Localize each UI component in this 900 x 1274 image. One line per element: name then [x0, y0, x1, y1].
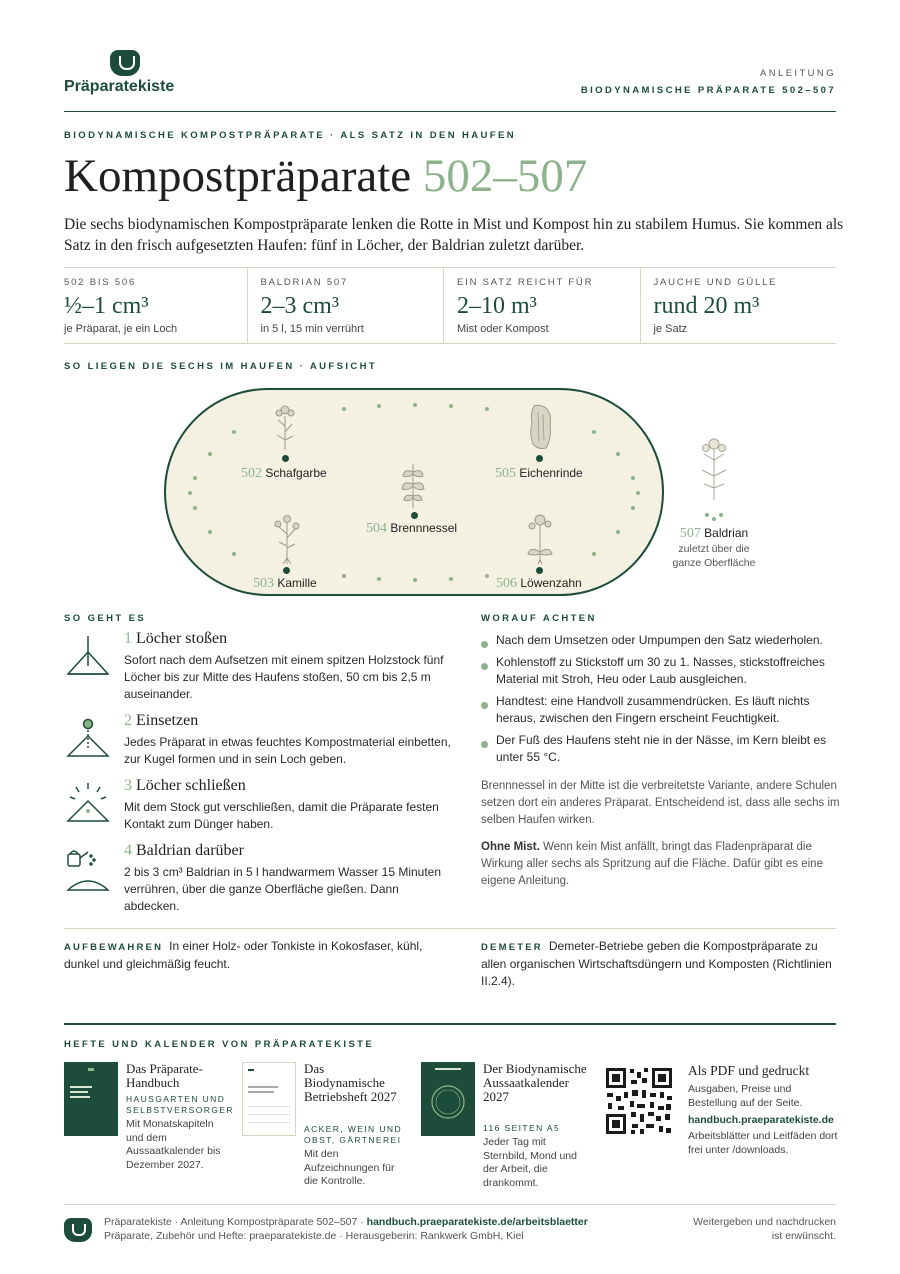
publication-title: Das Biodynamische Betriebsheft 2027 [304, 1061, 397, 1104]
step-item [64, 630, 454, 703]
doc-title: BIODYNAMISCHE PRÄPARATE 502–507 [580, 85, 836, 96]
prep-hole-marker [536, 455, 543, 462]
step-title: Baldrian darüber [136, 842, 244, 859]
attention-item: Nach dem Umsetzen oder Umpumpen den Satz wiederholen. [481, 632, 841, 649]
stat-item [640, 268, 837, 343]
baldrian-name-row [664, 526, 764, 542]
chamomile-icon [273, 512, 301, 564]
storage-label: AUFBEWAHREN [64, 942, 164, 953]
ring-dot [485, 574, 489, 578]
step-heading [124, 777, 454, 795]
step-item [64, 777, 454, 833]
step-text: 2 bis 3 cm³ Baldrian in 5 l handwarmem Wasser 15 Minuten verrühren, über die ganze Oberfläche gießen. Dann abdecken. [124, 865, 442, 913]
publication-title: Der Biodynamische Aussaatkalender 2027 [483, 1061, 587, 1104]
cow-head-icon [64, 1218, 92, 1242]
insert-ball-icon [64, 716, 114, 762]
ring-dot [485, 407, 489, 411]
storage-section [64, 938, 424, 973]
publication-title: Das Präparate-Handbuch [126, 1061, 203, 1090]
divider [64, 928, 836, 929]
attention-section-label: WORAUF ACHTEN [481, 613, 597, 624]
step-text: Mit dem Stock gut verschließen, damit die Präparate festen Kontakt zum Dünger haben. [124, 800, 439, 831]
ring-dot [616, 530, 620, 534]
stat-value: rund 20 m³ [653, 293, 760, 319]
stats-row [64, 267, 836, 344]
ring-dot [592, 430, 596, 434]
ring-dot [449, 404, 453, 408]
stat-sub: je Präparat, je ein Loch [64, 323, 178, 335]
step-heading [124, 712, 454, 730]
kicker: BIODYNAMISCHE KOMPOSTPRÄPARATE · ALS SATZ IN DEN HAUFEN [64, 130, 517, 141]
dandelion-icon [526, 512, 554, 564]
document-label [581, 68, 836, 96]
prep-label [495, 466, 583, 482]
stick-in-pile-icon [64, 634, 114, 680]
prep-hole-marker [536, 567, 543, 574]
stat-item [64, 268, 247, 343]
prep-label [253, 576, 317, 592]
publication-subtitle: 116 SEITEN A5 [483, 1123, 561, 1133]
note-ohne-mist [481, 839, 841, 890]
brand-name: Präparatekiste [64, 78, 175, 95]
page-header [64, 48, 836, 112]
stat-item [247, 268, 444, 343]
stat-value: 2–10 m³ [457, 293, 537, 319]
publication-desc: Mit den Aufzeichnungen für die Kontrolle. [304, 1148, 395, 1187]
compost-pile-diagram [164, 388, 664, 598]
ring-dot [188, 491, 192, 495]
stat-item [443, 268, 640, 343]
footer-link[interactable]: handbuch.praeparatekiste.de/arbeitsblaetter [366, 1216, 588, 1228]
prep-hole-marker [411, 512, 418, 519]
step-number: 1 [124, 630, 132, 647]
attention-item: Kohlenstoff zu Stickstoff um 30 zu 1. Nasses, stickstoffreiches Material mit Stroh, Heu oder Laub ausgleichen. [481, 654, 841, 688]
aussaatkalender-cover [421, 1062, 475, 1136]
ring-dot [208, 452, 212, 456]
pdf-text: Ausgaben, Preise und Bestellung auf der Seite. [688, 1083, 803, 1109]
publication-subtitle: HAUSGARTEN UND SELBSTVERSORGER [126, 1094, 234, 1115]
prep-label [496, 576, 582, 592]
baldrian-label [664, 526, 764, 570]
doc-type: ANLEITUNG [760, 68, 836, 79]
ring-dot [232, 430, 236, 434]
valerian-icon [696, 436, 732, 500]
stat-label: 502 BIS 506 [64, 277, 137, 288]
ring-dot [413, 403, 417, 407]
ring-dot [631, 506, 635, 510]
stat-label: JAUCHE UND GÜLLE [653, 277, 778, 288]
ring-dot [232, 552, 236, 556]
note-text: Wenn kein Mist anfällt, bringt das Fladenpräparat die Wirkung aller sechs als Spritzung auf die Fläche. Dafür gibt es eine eigene Anleitung. [481, 841, 823, 887]
prep-hole-marker [283, 567, 290, 574]
ring-dot [377, 404, 381, 408]
publication-subtitle: ACKER, WEIN UND OBST, GÄRTNEREI [304, 1124, 402, 1145]
pdf-title: Als PDF und gedruckt [688, 1063, 810, 1078]
divider [64, 1204, 836, 1205]
stat-sub: Mist oder Kompost [457, 323, 549, 335]
prep-name: Eichenrinde [519, 466, 583, 480]
footer-text [104, 1215, 588, 1243]
prep-name: Kamille [277, 576, 317, 590]
prep-number: 504 [366, 521, 387, 536]
attention-item: Der Fuß des Haufens steht nie in der Nässe, im Kern bleibt es unter 55 °C. [481, 732, 841, 766]
baldrian-desc: zuletzt über die ganze Oberfläche [672, 543, 756, 569]
step-number: 3 [124, 777, 132, 794]
stat-label: BALDRIAN 507 [260, 277, 349, 288]
footer-license [693, 1215, 836, 1243]
step-item [64, 842, 454, 915]
footer-line2: Präparate, Zubehör und Hefte: praeparatekiste.de · Herausgeberin: Rankwerk GmbH, Kiel [104, 1230, 524, 1242]
ring-dot [377, 577, 381, 581]
close-holes-icon [64, 781, 114, 827]
prep-number: 503 [253, 576, 274, 591]
demeter-section [481, 938, 841, 990]
ring-dot [616, 452, 620, 456]
step-text: Jedes Präparat in etwas feuchtes Kompostmaterial einbetten, zur Kugel formen und in sein Loch geben. [124, 735, 451, 766]
prep-hole-marker [282, 455, 289, 462]
ring-dot [705, 513, 709, 517]
title-number: 502–507 [422, 150, 588, 202]
step-heading [124, 842, 454, 860]
step-number: 2 [124, 712, 132, 729]
diagram-section-label: SO LIEGEN DIE SECHS IM HAUFEN · AUFSICHT [64, 361, 378, 372]
ring-dot [208, 530, 212, 534]
stat-value: 2–3 cm³ [260, 293, 340, 319]
demeter-label: DEMETER [481, 942, 543, 953]
oak-bark-icon [526, 404, 556, 450]
step-title: Löcher schließen [136, 777, 246, 794]
step-number: 4 [124, 842, 132, 859]
prep-number: 502 [241, 466, 262, 481]
footer-line1-prefix: Präparatekiste · Anleitung Kompostpräparate 502–507 · [104, 1216, 367, 1228]
page-title [64, 148, 587, 204]
steps-section-label: SO GEHT ES [64, 613, 147, 624]
ring-dot [712, 517, 716, 521]
yarrow-icon [272, 402, 298, 450]
step-heading [124, 630, 454, 648]
stat-label: EIN SATZ REICHT FÜR [457, 277, 594, 288]
step-item [64, 712, 454, 768]
steps-list [64, 630, 454, 924]
publication-desc: Jeder Tag mit Sternbild, Mond und der Arbeit, die drankommt. [483, 1136, 577, 1189]
stat-sub: in 5 l, 15 min verrührt [260, 323, 364, 335]
prep-name: Schafgarbe [265, 466, 327, 480]
prep-name: Baldrian [704, 526, 749, 540]
prep-number: 506 [496, 576, 517, 591]
footer-license-line2: ist erwünscht. [771, 1230, 836, 1242]
demeter-text: Demeter-Betriebe geben die Kompostpräparate zu allen organischen Wirtschaftsdüngern und Komposten (Richtlinien II.2.4). [481, 939, 832, 988]
note-bold: Ohne Mist. [481, 841, 540, 853]
attention-item: Handtest: eine Handvoll zusammendrücken. Es läuft nichts heraus, zwischen den Fingern erscheint Feuchtigkeit. [481, 693, 841, 727]
footer-line1 [104, 1215, 588, 1229]
prep-name: Löwenzahn [520, 576, 582, 590]
ring-dot [719, 513, 723, 517]
prep-name: Brennnessel [390, 521, 458, 535]
publication-desc: Mit Monatskapiteln und dem Aussaatkalender bis Dezember 2027. [126, 1118, 221, 1171]
ring-dot [449, 577, 453, 581]
ring-dot [631, 476, 635, 480]
publications-row [64, 1062, 836, 1202]
prep-label [241, 466, 327, 482]
ring-dot [193, 506, 197, 510]
title-main: Kompostpräparate [64, 150, 412, 202]
stat-value: ½–1 cm³ [64, 293, 149, 319]
attention-list [481, 632, 841, 771]
pdf-downloads-text: Arbeitsblätter und Leitfäden dort frei unter /downloads. [688, 1130, 838, 1156]
step-title: Einsetzen [136, 712, 199, 729]
prep-number: 507 [679, 526, 701, 541]
prep-label [366, 521, 457, 537]
footer-license-line1: Weitergeben und nachdrucken [693, 1216, 836, 1228]
qr-code-icon[interactable] [604, 1066, 674, 1136]
ring-dot [636, 491, 640, 495]
nettle-icon [400, 460, 426, 508]
watering-can-icon [64, 846, 114, 892]
betriebsheft-cover [242, 1062, 296, 1136]
storage-text: In einer Holz- oder Tonkiste in Kokosfaser, kühl, dunkel und gleichmäßig feucht. [64, 939, 423, 971]
stat-sub: je Satz [653, 323, 688, 335]
shop-link[interactable]: handbuch.praeparatekiste.de [688, 1114, 834, 1126]
cow-head-icon [110, 50, 140, 76]
step-title: Löcher stoßen [136, 630, 228, 647]
ring-dot [592, 552, 596, 556]
ring-dot [413, 578, 417, 582]
publications-section-label: HEFTE UND KALENDER VON PRÄPARATEKISTE [64, 1039, 375, 1050]
prep-number: 505 [495, 466, 516, 481]
ring-dot [342, 574, 346, 578]
handbuch-cover [64, 1062, 118, 1136]
ring-dot [342, 407, 346, 411]
lead-paragraph: Die sechs biodynamischen Kompostpräparate lenken die Rotte in Mist und Kompost hin zu stabilem Humus. Sie kommen als Satz in den frisch aufgesetzten Haufen: fünf in Löcher, der Baldrian zuletzt darüber. [64, 216, 844, 254]
ring-dot [193, 476, 197, 480]
divider-strong [64, 1023, 836, 1025]
note-brennnessel: Brennnessel in der Mitte ist die verbreitetste Variante, andere Schulen setzen dort ein anderes Präparat. Entscheidend ist, dass alle sechs im selben Haufen wirken. [481, 780, 840, 826]
step-text: Sofort nach dem Aufsetzen mit einem spitzen Holzstock fünf Löcher bis zur Mitte des Haufens stoßen, 50 cm bis 2,5 m auseinander. [124, 653, 444, 701]
